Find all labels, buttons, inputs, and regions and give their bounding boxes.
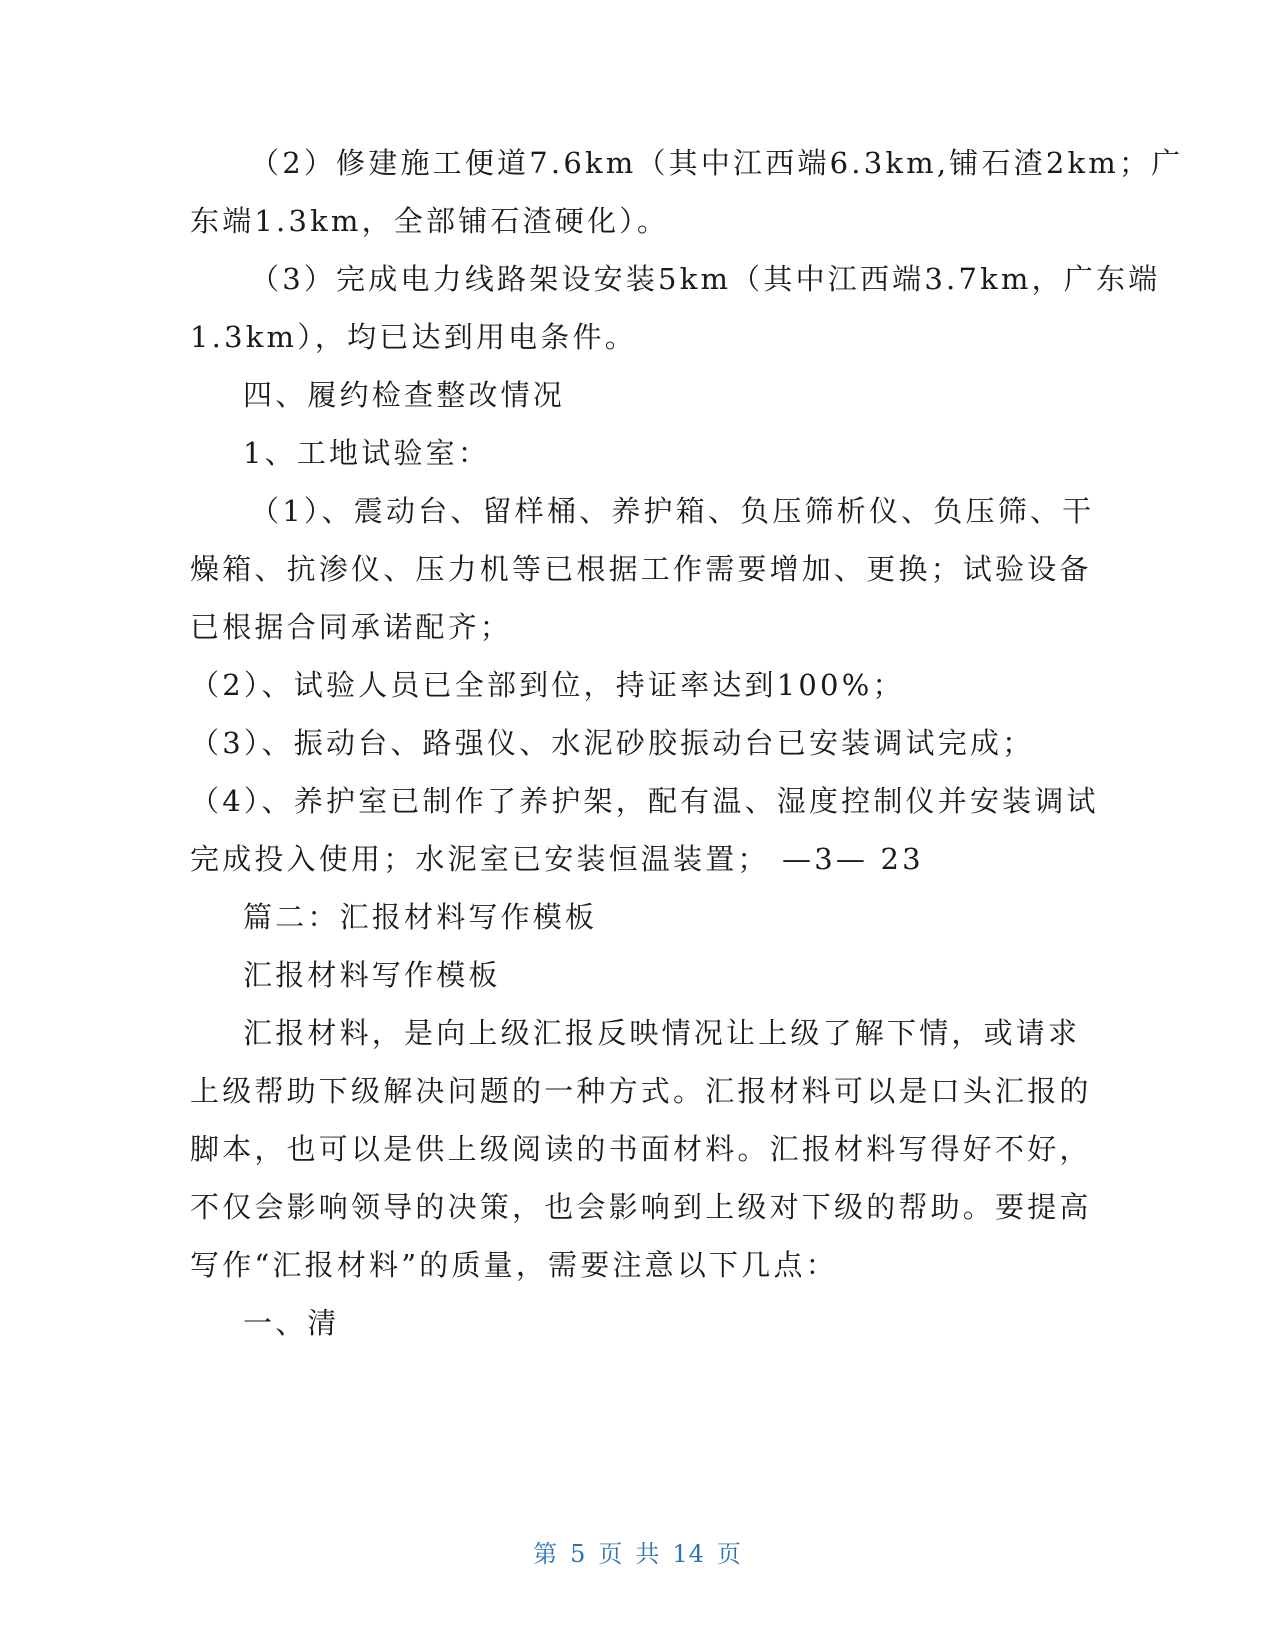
paragraph-line: （1）、震动台、留样桶、养护箱、负压筛析仪、负压筛、干 xyxy=(250,494,1095,528)
paragraph-line: 上级帮助下级解决问题的一种方式。汇报材料可以是口头汇报的 xyxy=(190,1074,1092,1108)
paragraph-line: 燥箱、抗渗仪、压力机等已根据工作需要增加、更换；试验设备 xyxy=(190,552,1092,586)
page-footer xyxy=(0,1538,1275,1570)
paragraph-line: 写作“汇报材料”的质量，需要注意以下几点： xyxy=(190,1248,838,1282)
paragraph-line: （2）、试验人员已全部到位，持证率达到100%； xyxy=(190,668,905,702)
paragraph-line: （3）完成电力线路架设安装5km（其中江西端3.7km，广东端 xyxy=(250,262,1161,296)
paragraph-line: （4）、养护室已制作了养护架，配有温、湿度控制仪并安装调试 xyxy=(190,784,1099,818)
paragraph-line: 1.3km），均已达到用电条件。 xyxy=(190,320,637,354)
paragraph-line: （2）修建施工便道7.6km（其中江西端6.3km,铺石渣2km；广 xyxy=(250,146,1184,180)
footer-prefix: 第 xyxy=(533,1540,559,1568)
footer-suffix: 页 xyxy=(716,1540,742,1568)
paragraph-line: 汇报材料，是向上级汇报反映情况让上级了解下情，或请求 xyxy=(243,1016,1081,1050)
section-heading: 篇二：汇报材料写作模板 xyxy=(243,900,598,934)
footer-total-word: 共 xyxy=(635,1540,661,1568)
footer-page-word: 页 xyxy=(598,1540,624,1568)
paragraph-line: （3）、振动台、路强仪、水泥砂胶振动台已安装调试完成； xyxy=(190,726,1035,760)
paragraph-line: 东端1.3km，全部铺石渣硬化）。 xyxy=(190,204,670,238)
section-heading: 四、履约检查整改情况 xyxy=(243,378,566,412)
subsection-heading: 1、工地试验室： xyxy=(243,436,491,470)
document-title: 汇报材料写作模板 xyxy=(243,958,501,992)
paragraph-line: 完成投入使用；水泥室已安装恒温装置； —3— 23 xyxy=(190,842,924,876)
section-heading: 一、清 xyxy=(243,1306,340,1340)
total-page-number: 14 xyxy=(672,1540,705,1568)
paragraph-line: 脚本，也可以是供上级阅读的书面材料。汇报材料写得好不好， xyxy=(190,1132,1092,1166)
current-page-number: 5 xyxy=(570,1540,587,1568)
paragraph-line: 不仅会影响领导的决策，也会影响到上级对下级的帮助。要提高 xyxy=(190,1190,1092,1224)
paragraph-line: 已根据合同承诺配齐； xyxy=(190,610,513,644)
